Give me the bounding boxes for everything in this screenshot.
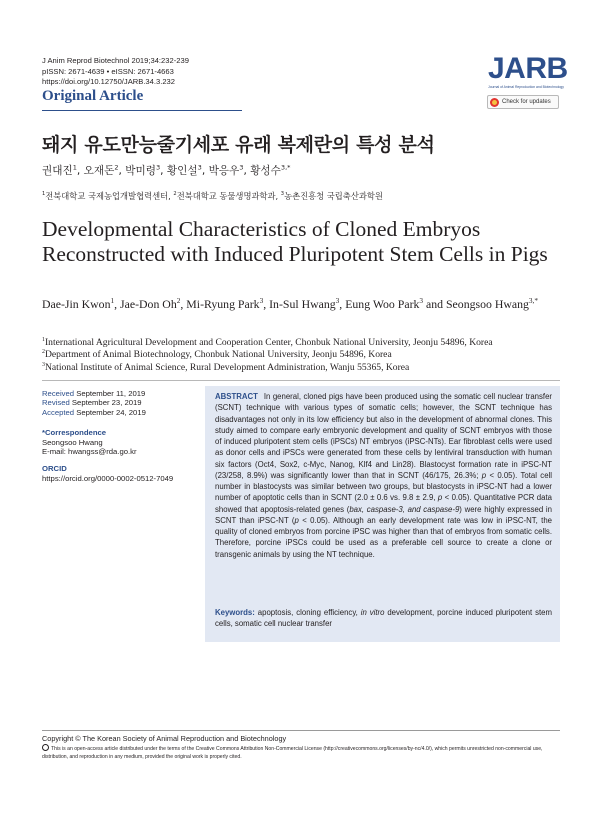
affiliation-mark: 3 — [280, 191, 285, 198]
keywords-body — [215, 608, 552, 628]
accepted-date — [42, 408, 202, 417]
received-label: Received — [42, 389, 75, 398]
author-affiliation-mark: 3 — [335, 296, 340, 306]
text-run: bax, caspase-3, and caspase-9 — [349, 504, 460, 514]
affiliation-mark: 1 — [42, 336, 45, 343]
abstract — [215, 391, 552, 560]
author-name: 황성수 — [250, 165, 281, 177]
correspondence-name: Seongsoo Hwang — [42, 437, 103, 447]
affiliation-line — [42, 337, 562, 349]
journal-issn: pISSN: 2671-4639 • eISSN: 2671-4663 — [42, 66, 174, 76]
accepted-label: Accepted — [42, 407, 75, 417]
authors-korean: 권대진$^1$, 오재돈$^2$, 박미령$^3$, 황인설$^3$, 박응우$^3$, 황성수$^{3,*}$ — [42, 163, 291, 177]
text-run: p — [294, 515, 299, 525]
revised-value: September 23, 2019 — [71, 398, 142, 408]
article-type: Original Article — [42, 88, 144, 104]
author-name: Eung Woo Park — [345, 297, 420, 311]
revised-date — [42, 398, 202, 407]
affiliation-mark: 3 — [42, 361, 45, 368]
received-date — [42, 389, 202, 398]
author-name: Dae-Jin Kwon — [42, 297, 111, 311]
affiliation-text: 전북대학교 동물생명과학과 — [176, 191, 276, 201]
license-notice — [42, 744, 560, 761]
journal-meta — [42, 56, 189, 88]
text-run: p — [437, 493, 443, 503]
author-name: Mi-Ryung Park — [186, 297, 260, 311]
footer-rule — [42, 730, 560, 731]
affiliation-mark: 2 — [42, 349, 45, 356]
author-affiliation-mark: 3 — [197, 163, 202, 172]
affiliations-korean: $^1$전북대학교 국제농업개발협력센터, $^2$전북대학교 동물생명과학과, $^3$농촌진흥청 국립축산과학원 — [42, 191, 383, 201]
author-affiliation-mark: 3 — [239, 163, 244, 172]
author-affiliation-mark: 3 — [419, 296, 424, 306]
title-english: Developmental Characteristics of Cloned Embryos Reconstructed with Induced Pluripotent Stem Cells in Pigs — [42, 217, 548, 266]
author-affiliation-mark: 1 — [110, 296, 115, 306]
journal-logo — [488, 52, 568, 89]
author-affiliation-mark: 3,* — [528, 296, 539, 306]
author-name: 박응우 — [208, 165, 240, 177]
text-run: p — [481, 470, 487, 480]
logo-subtitle: Journal of Animal Reproduction and Biotechnology — [488, 85, 564, 89]
affiliation-line — [42, 362, 562, 374]
header-rule — [42, 110, 242, 111]
text-run: < 0.05). Although an early development rate was low in iPSC-NT, the quality of cloned embryos from porcine iPSC was higher than that of embryos from somatic cells. Therefore, porcine iPSCs could be used as a preferable cell source to create a clone or transgenic animals by using the NT technique. — [215, 515, 553, 559]
author-affiliation-mark: 2 — [176, 296, 181, 306]
text-run: In general, cloned pigs have been produced using the somatic cell nuclear transfer (SCNT) technique with various types of somatic cells; however, the SCNT technique has disadvantages not only in its low efficiency but also in the development of abnormal clones. This study aimed to compare early embryonic development and quality of SCNT embryos with those of induced pluripotent stem cells (iPSCs) NT embryos (iPSC-NTs). Ear fibroblast cells were used as donor cells and iPSCs were generated from these cells by lentiviral transduction with human six factors (Oct4, Sox2, c-Myc, Nanog, Klf4 and Lin28). Blastocyst formation rate in iPSC-NT (23/258, 8.9%) was significantly lower than that in SCNT (46/175, 26.3%; — [215, 392, 552, 480]
abstract-label: ABSTRACT — [215, 392, 258, 401]
received-value: September 11, 2019 — [76, 389, 146, 398]
affiliation-text: 전북대학교 국제농업개발협력센터 — [45, 191, 169, 201]
check-updates-label: Check for updates — [502, 99, 551, 105]
affiliation-line — [42, 349, 562, 361]
revised-label: Revised — [42, 398, 70, 408]
author-name: 권대진 — [42, 165, 73, 177]
orcid-heading: ORCID — [42, 464, 67, 474]
author-name: 황인설 — [166, 165, 198, 177]
affiliation-text: 농촌진흥청 국립축산과학원 — [284, 191, 383, 201]
text-run: < 0.05). Quantitative PCR data showed that apoptosis-related genes ( — [215, 493, 552, 514]
creative-commons-icon — [42, 744, 49, 751]
author-name: Seongsoo Hwang — [446, 297, 529, 311]
correspondence-heading: *Correspondence — [42, 428, 107, 438]
copyright-notice: Copyright © The Korean Society of Animal Reproduction and Biotechnology — [42, 734, 287, 743]
authors-english: Dae-Jin Kwon$^1$, Jae-Don Oh$^2$, Mi-Ryung Park$^3$, In-Sul Hwang$^3$, Eung Woo Park$^3$ and Seongsoo Hwang$^{3,*}$ — [42, 296, 539, 311]
crossmark-icon — [490, 98, 499, 107]
section-divider — [42, 380, 560, 381]
text-run: apoptosis, cloning efficiency, — [254, 608, 361, 617]
check-updates-button[interactable] — [487, 95, 559, 109]
title-korean: 돼지 유도만능줄기세포 유래 복제란의 특성 분석 — [42, 134, 435, 156]
affiliation-mark: 1 — [42, 191, 46, 198]
author-affiliation-mark: 1 — [72, 163, 77, 172]
correspondence-email[interactable]: E-mail: hwangss@rda.go.kr — [42, 447, 137, 457]
affiliation-text: International Agricultural Development and Cooperation Center, Chonbuk National University, Jeonju 54896, Korea — [44, 337, 493, 348]
affiliation-mark: 2 — [173, 191, 177, 198]
author-affiliation-mark: 3 — [155, 163, 161, 172]
author-name: Jae-Don Oh — [120, 297, 177, 311]
author-name: In-Sul Hwang — [269, 297, 336, 311]
text-run: ) were highly expressed in SCNT than iPSC-NT ( — [215, 504, 553, 525]
text-run: < 0.05). Total cell number in blastocysts was similar between two groups, but blastocysts in iPSC-NT had a lower number of apoptotic cells than in SCNT (2.0 ± 0.6 vs. 9.8 ± 2.9, — [215, 470, 552, 503]
affiliation-text: Department of Animal Biotechnology, Chonbuk National University, Jeonju 54896, Korea — [44, 349, 392, 361]
journal-citation: J Anim Reprod Biotechnol 2019;34:232-239 — [42, 56, 189, 65]
abstract-body — [215, 392, 552, 559]
author-affiliation-mark: 3,* — [280, 163, 291, 172]
affiliations-english — [42, 337, 562, 374]
keywords — [215, 607, 552, 630]
author-affiliation-mark: 2 — [114, 163, 119, 172]
affiliation-text: National Institute of Animal Science, Rural Development Administration, Wanju 55365, Korea — [44, 361, 410, 373]
license-text: This is an open-access article distributed under the terms of the Creative Commons Attribution Non-Commercial License (http://creativecommons.org/licenses/by-nc/4.0/), which permits unrestricted non-commercial use, distribution, and reproduction in any medium, provided the original work is properly cited. — [42, 746, 543, 760]
accepted-value: September 24, 2019 — [76, 407, 146, 417]
author-name: 박미령 — [125, 165, 156, 177]
orcid-url[interactable]: https://orcid.org/0000-0002-0512-7049 — [42, 473, 174, 483]
article-info-sidebar — [42, 389, 202, 483]
logo-letters: JARB — [488, 52, 568, 85]
text-run: in vitro — [360, 608, 385, 617]
keywords-label: Keywords: — [215, 608, 255, 617]
author-affiliation-mark: 3 — [259, 296, 264, 306]
journal-doi[interactable]: https://doi.org/10.12750/JARB.34.3.232 — [42, 77, 175, 87]
author-name: 오재돈 — [83, 165, 115, 177]
text-run: development, porcine induced pluripotent stem cells, somatic cell nuclear transfer — [215, 608, 552, 629]
